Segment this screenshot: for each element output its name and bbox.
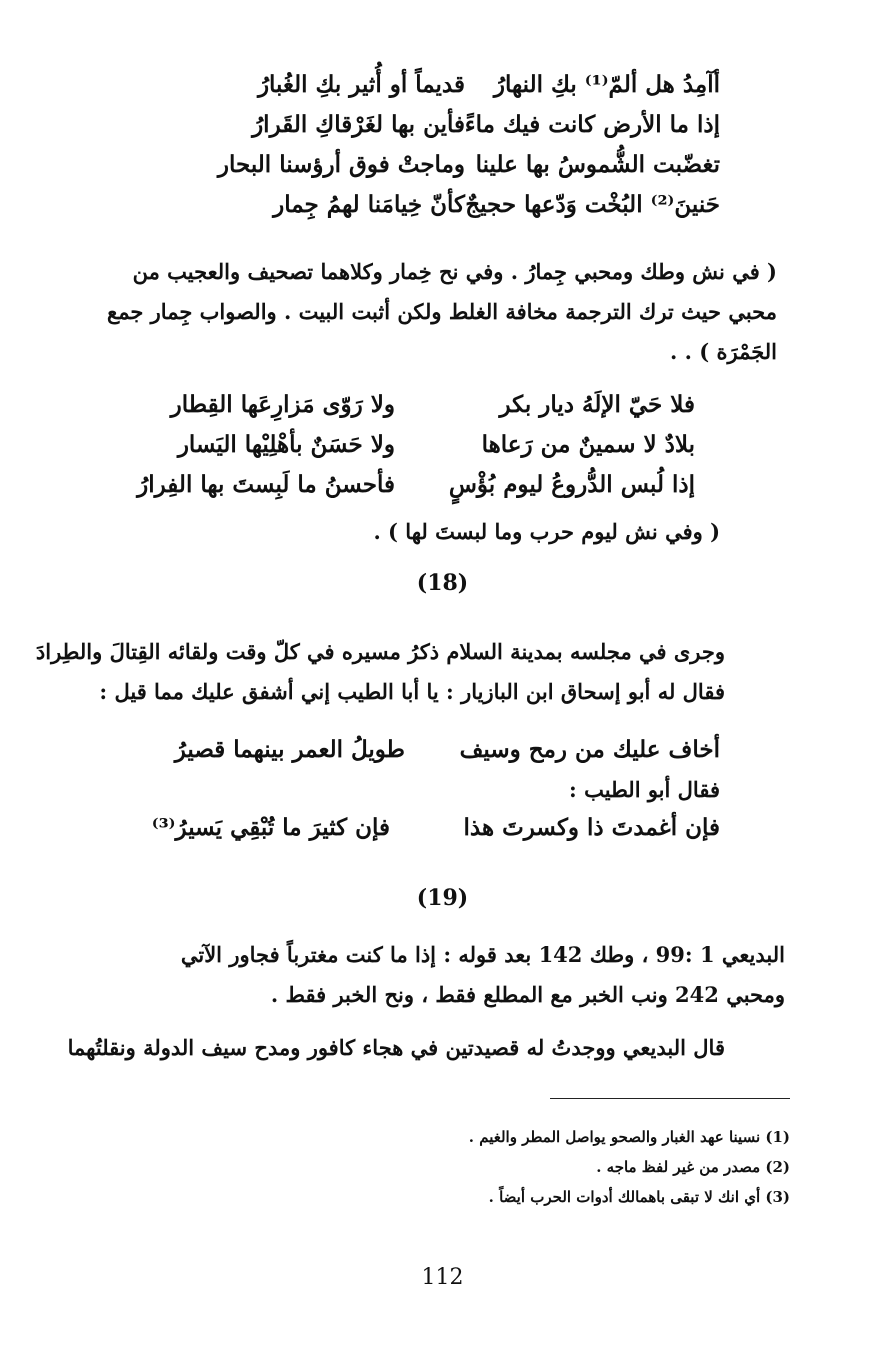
verse-first-hemistich: إذا ما الأرض كانت فيك ماءً bbox=[464, 111, 720, 138]
note-line: محبي حيث ترك الترجمة مخافة الغلط ولكن أثبت البيت . والصواب جِمار جمع bbox=[107, 299, 777, 324]
poem-block-2 bbox=[0, 385, 885, 505]
verse-line bbox=[0, 808, 885, 848]
verse-second-hemistich: طويلُ العمر بينهما قصيرُ bbox=[174, 736, 405, 763]
verse-line bbox=[0, 185, 885, 225]
footnote-3: (3) أي انك لا تبقى باهمالك أدوات الحرب أيضاً . bbox=[488, 1188, 790, 1206]
section-heading-18: (18) bbox=[416, 570, 469, 596]
prose-line: فقال له أبو إسحاق ابن البازيار : يا أبا الطيب إني أشفق عليك مما قيل : bbox=[99, 679, 725, 704]
note-line: الجَمْرَة ) . . bbox=[669, 339, 777, 364]
section-19-prose bbox=[65, 935, 785, 1015]
verse-second-hemistich: ولا حَسَنٌ بأهْلِيْها اليَسار bbox=[177, 431, 395, 458]
footnote-1: (1) نسينا عهد الغبار والصحو يواصل المطر والغيم . bbox=[468, 1128, 790, 1146]
prose-line: فقال أبو الطيب : bbox=[569, 777, 720, 802]
verse-first-hemistich: حَنينَ⁽²⁾ البُخْت وَدّعها حجيجٌ bbox=[465, 191, 720, 218]
verse-first-hemistich: فإن أغمدتَ ذا وكسرتَ هذا bbox=[463, 814, 720, 841]
section-18-verse-1 bbox=[0, 730, 885, 770]
footnote-separator bbox=[550, 1098, 790, 1099]
prose-line: وجرى في مجلسه بمدينة السلام ذكرُ مسيره في كلّ وقت ولقائه القِتالَ والطِرادَ bbox=[35, 639, 725, 664]
verse-line bbox=[0, 730, 885, 770]
verse-second-hemistich: قديماً أو أُثير بكِ الغُبارُ bbox=[257, 71, 465, 98]
verse-line bbox=[0, 465, 885, 505]
verse-line bbox=[0, 385, 885, 425]
verse-first-hemistich: إذا لُبس الدُّروعُ ليوم بُؤْسٍ bbox=[448, 471, 695, 498]
section-18-mid-line bbox=[320, 770, 720, 810]
verse-second-hemistich: فأين بها لغَرْقاكِ القَرارُ bbox=[252, 111, 465, 138]
note-line: ( وفي نش ليوم حرب وما لبستَ لها ) . bbox=[373, 519, 720, 544]
verse-second-hemistich: فإن كثيرَ ما تُبْقِي يَسيرُ⁽³⁾ bbox=[151, 814, 390, 841]
verse-line bbox=[0, 105, 885, 145]
verse-second-hemistich: فأحسنُ ما لَبِستَ بها الفِرارُ bbox=[137, 471, 395, 498]
page-number: 112 bbox=[421, 1265, 464, 1290]
verse-line bbox=[0, 65, 885, 105]
editor-note-2 bbox=[220, 512, 720, 552]
section-18-verse-2 bbox=[0, 808, 885, 848]
verse-line bbox=[0, 425, 885, 465]
verse-line bbox=[0, 145, 885, 185]
verse-second-hemistich: كأنّ خِيامَنا لهمُ جِمار bbox=[273, 191, 465, 218]
prose-line: ومحبي 242 ونب الخبر مع المطلع فقط ، ونح الخبر فقط . bbox=[270, 982, 785, 1007]
verse-first-hemistich: أخاف عليك من رمح وسيف bbox=[459, 736, 720, 763]
verse-second-hemistich: ولا رَوّى مَزارِعَها القِطار bbox=[170, 391, 395, 418]
section-18-prose bbox=[35, 632, 725, 712]
prose-line: قال البديعي ووجدتُ له قصيدتين في هجاء كافور ومدح سيف الدولة ونقلتُهما bbox=[67, 1035, 725, 1060]
verse-first-hemistich: فلا حَيّ الإلَهُ ديار بكر bbox=[499, 391, 695, 418]
section-heading-19: (19) bbox=[416, 885, 469, 911]
section-19-prose-2 bbox=[25, 1028, 725, 1068]
footnotes bbox=[70, 1122, 790, 1212]
verse-first-hemistich: بلادٌ لا سمينٌ من رَعاها bbox=[481, 431, 695, 458]
verse-second-hemistich: وماجتْ فوق أرؤسنا البحار bbox=[217, 151, 465, 178]
note-line: ( في نش وطك ومحبي جِمارُ . وفي نح خِمار وكلاهما تصحيف والعجيب من bbox=[132, 259, 777, 284]
prose-line: البديعي 1 :99 ، وطك 142 بعد قوله : إذا ما كنت مغترباً فجاور الآتي bbox=[180, 942, 785, 967]
footnote-2: (2) مصدر من غير لفظ ماجه . bbox=[596, 1158, 790, 1176]
poem-block-1 bbox=[0, 65, 885, 225]
editor-note-1 bbox=[77, 252, 777, 372]
verse-first-hemistich: أآمِدُ هل ألمّ⁽¹⁾ بكِ النهارُ bbox=[493, 71, 720, 98]
verse-first-hemistich: تغضّبت الشُّموسُ بها علينا bbox=[475, 151, 720, 178]
